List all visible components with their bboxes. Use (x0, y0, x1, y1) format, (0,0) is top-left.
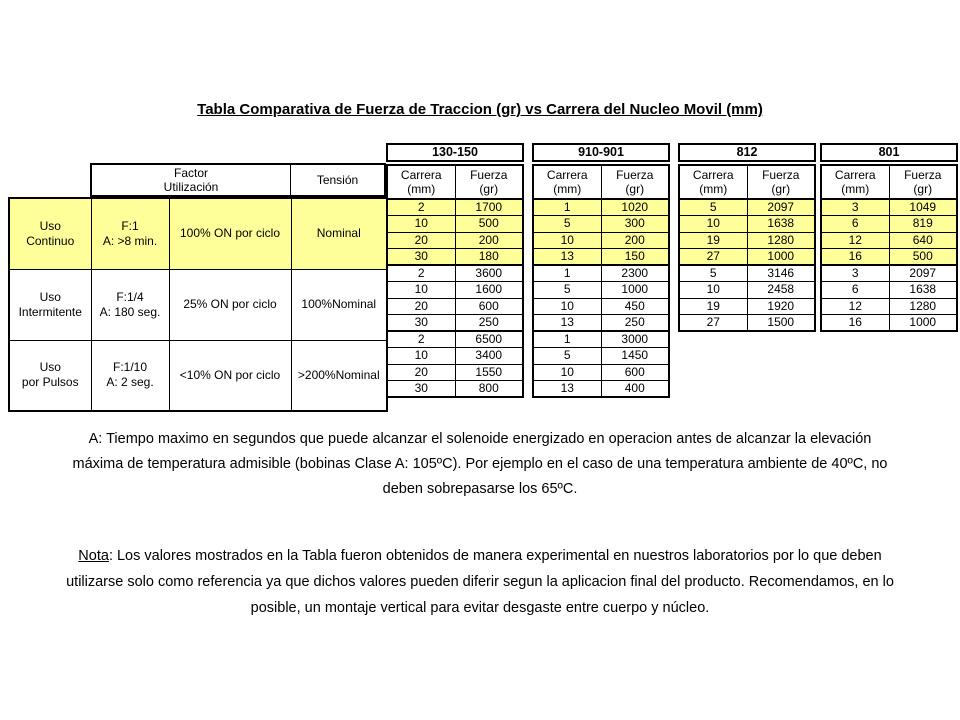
fuerza-value: 200 (455, 232, 523, 249)
data-row (387, 282, 523, 299)
factor-header-line1: Factor (173, 166, 208, 180)
carrera-value: 1 (533, 265, 601, 282)
uso-cell (9, 340, 91, 411)
fuerza-value: 1020 (601, 199, 669, 216)
left-table-row-pulsos (9, 340, 387, 411)
fuerza-value: 450 (601, 298, 669, 315)
uso-line1: Uso (39, 218, 61, 233)
carrera-value: 3 (821, 265, 889, 282)
uso-line2: Intermitente (18, 304, 82, 319)
fuerza-value: 1049 (889, 199, 957, 216)
model-table-801 (820, 143, 958, 332)
carrera-value: 20 (387, 364, 455, 381)
factor-line2: A: 180 seg. (99, 304, 161, 319)
data-row (387, 298, 523, 315)
fuerza-value: 3146 (747, 265, 815, 282)
fuerza-value: 1500 (747, 315, 815, 332)
left-table-row-intermitente (9, 269, 387, 340)
fuerza-value: 500 (889, 249, 957, 266)
data-row (679, 265, 815, 282)
carrera-value: 20 (387, 232, 455, 249)
fuerza-value: 2458 (747, 282, 815, 299)
carrera-value: 3 (821, 199, 889, 216)
ciclo-cell: 25% ON por ciclo (169, 269, 291, 340)
fuerza-value: 1700 (455, 199, 523, 216)
carrera-value: 13 (533, 315, 601, 332)
carrera-value: 19 (679, 232, 747, 249)
carrera-value: 13 (533, 381, 601, 398)
carrera-value: 6 (821, 216, 889, 233)
uso-line2: por Pulsos (21, 375, 79, 390)
factor-line1: F:1 (121, 218, 139, 233)
footnote-a-line1: A: Tiempo maximo en segundos que puede alcanzar el solenoide energizado en operacion antes de alcanzar la elevación (88, 431, 872, 447)
data-row (533, 348, 669, 365)
fuerza-value: 200 (601, 232, 669, 249)
carrera-value: 30 (387, 315, 455, 332)
factor-cell (91, 269, 169, 340)
carrera-value: 27 (679, 249, 747, 266)
carrera-value: 5 (679, 265, 747, 282)
fuerza-value: 800 (455, 381, 523, 398)
column-header-row (821, 165, 957, 199)
data-row (821, 232, 957, 249)
data-row (821, 199, 957, 216)
fuerza-value: 1000 (889, 315, 957, 332)
fuerza-value: 150 (601, 249, 669, 266)
page-title: Tabla Comparativa de Fuerza de Traccion (gr) vs Carrera del Nucleo Movil (mm) (197, 101, 763, 118)
uso-line2: Continuo (26, 233, 75, 248)
nota-line1 (10, 543, 950, 569)
fuerza-value: 600 (601, 364, 669, 381)
carrera-value: 13 (533, 249, 601, 266)
fuerza-value: 1638 (747, 216, 815, 233)
model-name: 801 (820, 143, 958, 162)
data-row (533, 282, 669, 299)
carrera-value: 20 (387, 298, 455, 315)
fuerza-value: 1600 (455, 282, 523, 299)
carrera-value: 5 (679, 199, 747, 216)
data-row (533, 331, 669, 348)
nota-label: Nota (78, 548, 109, 564)
carrera-value: 10 (533, 364, 601, 381)
model-name: 130-150 (386, 143, 524, 162)
data-row (821, 249, 957, 266)
carrera-value: 2 (387, 265, 455, 282)
data-row (387, 216, 523, 233)
fuerza-column-header: Fuerza (gr) (455, 165, 523, 199)
model-table-812 (678, 143, 816, 332)
column-header-row (387, 165, 523, 199)
data-row (821, 298, 957, 315)
fuerza-column-header: Fuerza (gr) (889, 165, 957, 199)
carrera-value: 10 (679, 282, 747, 299)
column-header-row (533, 165, 669, 199)
carrera-value: 5 (533, 216, 601, 233)
fuerza-value: 400 (601, 381, 669, 398)
fuerza-value: 300 (601, 216, 669, 233)
uso-line1: Uso (39, 289, 61, 304)
fuerza-value: 250 (601, 315, 669, 332)
fuerza-value: 6500 (455, 331, 523, 348)
carrera-value: 10 (679, 216, 747, 233)
carrera-value: 1 (533, 199, 601, 216)
column-header-row (679, 165, 815, 199)
nota-line1-rest: : Los valores mostrados en la Tabla fueron obtenidos de manera experimental en nuestros laboratorios por lo que deben (108, 548, 882, 564)
fuerza-value: 2300 (601, 265, 669, 282)
carrera-value: 10 (387, 282, 455, 299)
carrera-value: 2 (387, 331, 455, 348)
carrera-column-header: Carrera (mm) (679, 165, 747, 199)
uso-cell (9, 198, 91, 269)
carrera-column-header: Carrera (mm) (821, 165, 889, 199)
data-row (387, 232, 523, 249)
nota-line3: posible, un montaje vertical para evitar desgaste entre cuerpo y núcleo. (250, 600, 710, 616)
carrera-column-header: Carrera (mm) (533, 165, 601, 199)
factor-line2: A: 2 seg. (106, 375, 154, 390)
fuerza-value: 250 (455, 315, 523, 332)
factor-header-line2: Utilización (163, 180, 219, 194)
fuerza-value: 2097 (747, 199, 815, 216)
tension-header: Tensión (316, 173, 359, 187)
tension-cell: >200%Nominal (291, 340, 387, 411)
left-table-body (8, 197, 388, 412)
carrera-value: 10 (387, 348, 455, 365)
data-row (533, 381, 669, 398)
footnote-a-line2: máxima de temperatura admisible (bobinas Clase A: 105ºC). Por ejemplo en el caso de una temperatura ambiente de 40ºC, no (72, 456, 888, 472)
fuerza-column-header: Fuerza (gr) (601, 165, 669, 199)
data-row (387, 348, 523, 365)
left-table (8, 197, 388, 412)
carrera-value: 12 (821, 298, 889, 315)
data-row (533, 298, 669, 315)
carrera-value: 16 (821, 315, 889, 332)
carrera-value: 2 (387, 199, 455, 216)
uso-line1: Uso (39, 360, 61, 375)
fuerza-value: 1920 (747, 298, 815, 315)
model-name: 910-901 (532, 143, 670, 162)
fuerza-value: 600 (455, 298, 523, 315)
data-row (533, 265, 669, 282)
factor-line1: F:1/10 (112, 360, 148, 375)
data-row (821, 265, 957, 282)
tables-area (8, 143, 958, 413)
fuerza-value: 500 (455, 216, 523, 233)
data-row (387, 199, 523, 216)
carrera-value: 10 (533, 232, 601, 249)
tension-cell: Nominal (291, 198, 387, 269)
data-row (821, 315, 957, 332)
fuerza-value: 1280 (889, 298, 957, 315)
data-row (533, 199, 669, 216)
fuerza-value: 819 (889, 216, 957, 233)
model-name: 812 (678, 143, 816, 162)
fuerza-value: 3000 (601, 331, 669, 348)
carrera-value: 5 (533, 282, 601, 299)
data-row (533, 216, 669, 233)
data-row (679, 232, 815, 249)
left-table-row-continuo (9, 198, 387, 269)
carrera-value: 19 (679, 298, 747, 315)
data-row (387, 381, 523, 398)
data-row (387, 315, 523, 332)
carrera-value: 27 (679, 315, 747, 332)
fuerza-value: 3600 (455, 265, 523, 282)
carrera-value: 30 (387, 249, 455, 266)
model-table-910-901 (532, 143, 670, 398)
fuerza-column-header: Fuerza (gr) (747, 165, 815, 199)
uso-cell (9, 269, 91, 340)
fuerza-value: 640 (889, 232, 957, 249)
data-row (533, 232, 669, 249)
fuerza-value: 1550 (455, 364, 523, 381)
tension-cell: 100%Nominal (291, 269, 387, 340)
fuerza-value: 1000 (747, 249, 815, 266)
data-row (679, 199, 815, 216)
fuerza-value: 180 (455, 249, 523, 266)
fuerza-value: 2097 (889, 265, 957, 282)
data-row (679, 282, 815, 299)
carrera-value: 16 (821, 249, 889, 266)
ciclo-cell: <10% ON por ciclo (169, 340, 291, 411)
factor-utilizacion-header (92, 165, 291, 195)
data-row (387, 265, 523, 282)
ciclo-cell: 100% ON por ciclo (169, 198, 291, 269)
data-row (679, 298, 815, 315)
data-row (387, 364, 523, 381)
fuerza-value: 3400 (455, 348, 523, 365)
data-row (533, 315, 669, 332)
data-row (821, 216, 957, 233)
footnote-a-line3: deben sobrepasarse los 65ºC. (382, 481, 578, 497)
data-row (387, 331, 523, 348)
factor-line1: F:1/4 (116, 289, 144, 304)
carrera-value: 12 (821, 232, 889, 249)
data-row (533, 249, 669, 266)
left-table-header (90, 163, 386, 197)
factor-cell (91, 198, 169, 269)
factor-line2: A: >8 min. (102, 233, 158, 248)
carrera-value: 10 (387, 216, 455, 233)
data-row (387, 249, 523, 266)
fuerza-value: 1638 (889, 282, 957, 299)
data-row (533, 364, 669, 381)
data-row (821, 282, 957, 299)
carrera-column-header: Carrera (mm) (387, 165, 455, 199)
nota-paragraph (10, 543, 950, 621)
nota-line2: utilizarse solo como referencia ya que dichos valores pueden diferir segun la aplicacion final del producto. Recomendamos, en lo (66, 574, 894, 590)
data-row (679, 249, 815, 266)
carrera-value: 1 (533, 331, 601, 348)
carrera-value: 6 (821, 282, 889, 299)
data-row (679, 315, 815, 332)
carrera-value: 10 (533, 298, 601, 315)
fuerza-value: 1000 (601, 282, 669, 299)
data-row (679, 216, 815, 233)
carrera-value: 5 (533, 348, 601, 365)
factor-cell (91, 340, 169, 411)
fuerza-value: 1450 (601, 348, 669, 365)
carrera-value: 30 (387, 381, 455, 398)
fuerza-value: 1280 (747, 232, 815, 249)
footnote-a (20, 427, 940, 502)
model-table-130-150 (386, 143, 524, 398)
